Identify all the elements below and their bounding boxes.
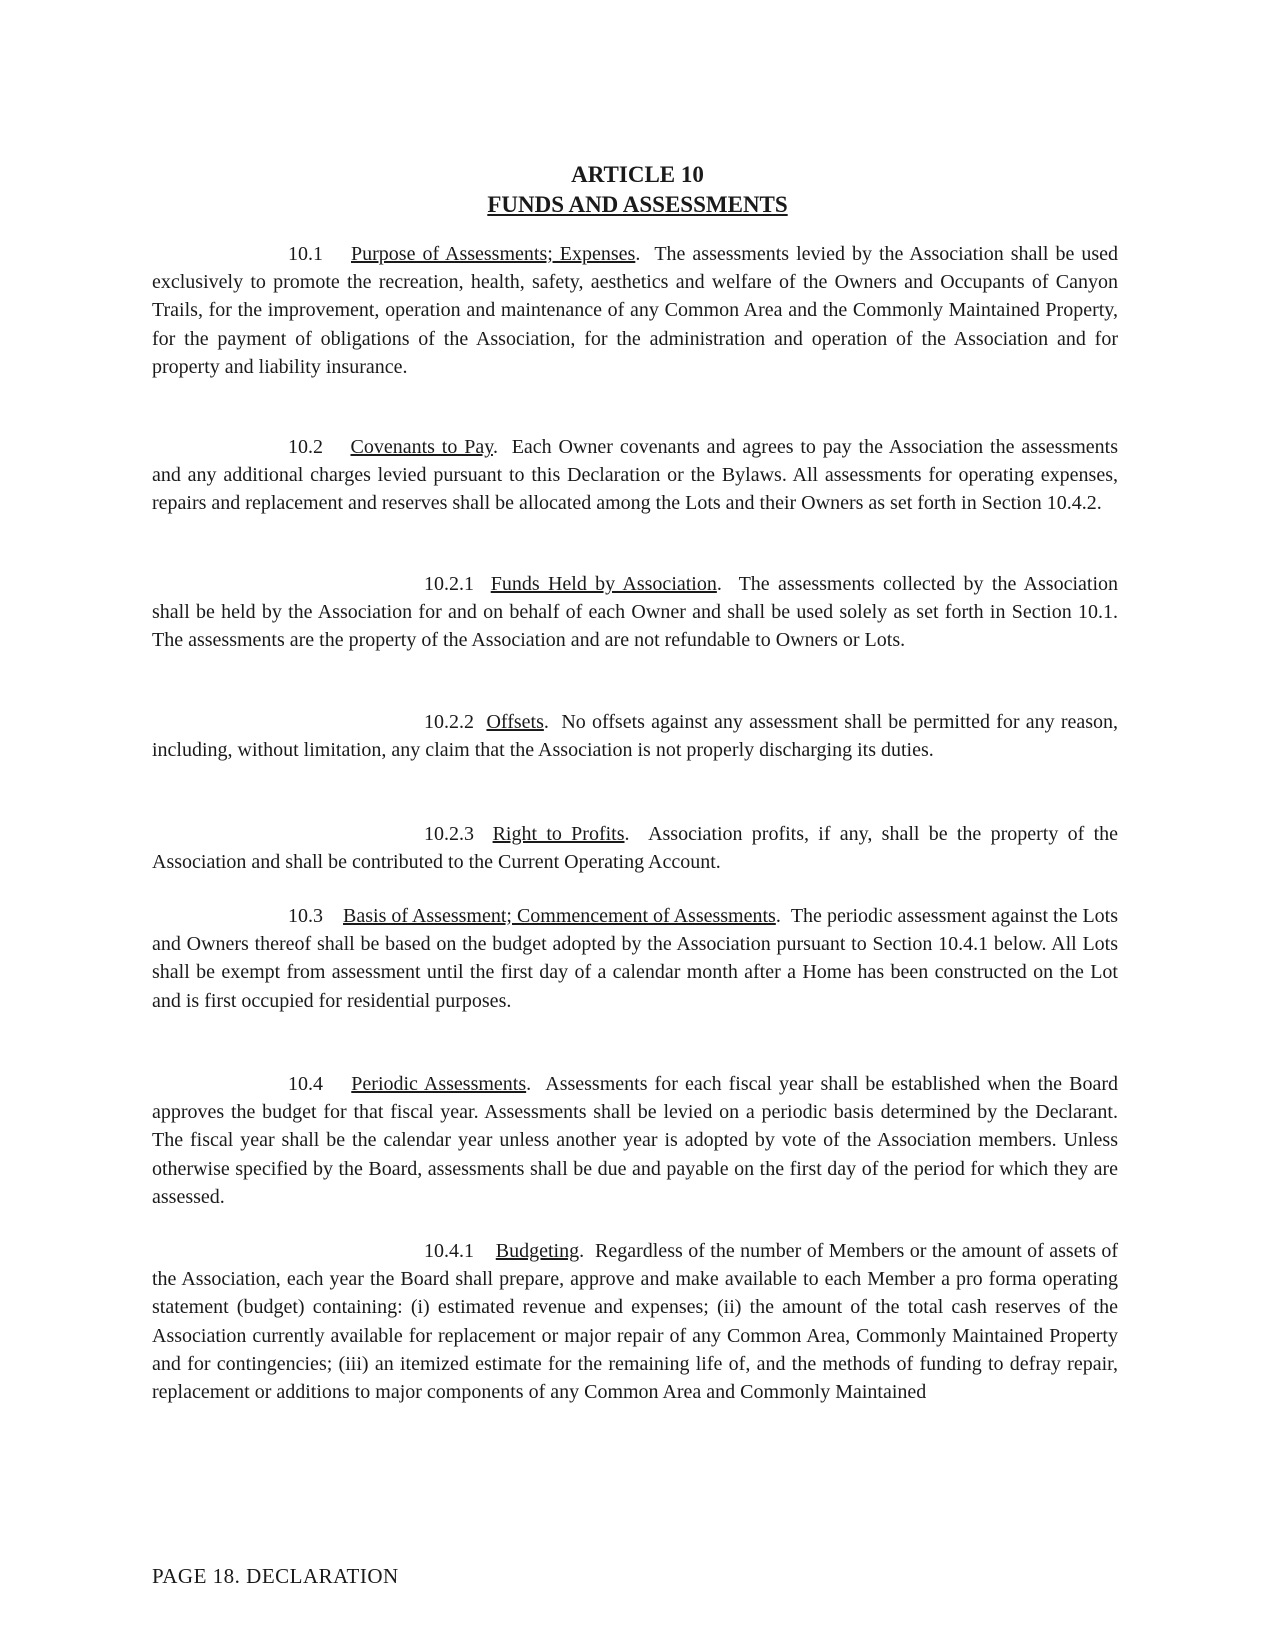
- section-title: Purpose of Assessments; Expenses: [351, 243, 636, 265]
- section-10-3: 10.3 Basis of Assessment; Commencement of Assessments. The periodic assessment against the Lots and Owners thereof shall be based on the budget adopted by the Association pursuant to Section 10.4.1 below. All Lots shall be exempt from assessment until the first day of a calendar month after a Home has been constructed on the Lot and is first occupied for residential purposes.: [152, 902, 1118, 1015]
- section-body: Each Owner covenants and agrees to pay the Association the assessments and any additional charges levied pursuant to this Declaration or the Bylaws. All assessments for operating expenses, repairs and replacement and reserves shall be allocated among the Lots and their Owners as set forth in Section 10.4.2.: [152, 436, 1119, 515]
- section-title: Budgeting: [495, 1240, 580, 1262]
- section-10-1: 10.1 Purpose of Assessments; Expenses. The assessments levied by the Association shall be used exclusively to promote the recreation, health, safety, aesthetics and welfare of the Owners and Occupants of Canyon Trails, for the improvement, operation and maintenance of any Common Area and the Commonly Maintained Property, for the payment of obligations of the Association, for the administration and operation of the Association and for property and liability insurance.: [152, 240, 1118, 381]
- section-number: 10.2.2: [424, 711, 474, 733]
- section-number: 10.2.1: [424, 573, 474, 595]
- section-number: 10.4.1: [424, 1240, 474, 1262]
- page-footer: PAGE 18. DECLARATION: [152, 1564, 399, 1588]
- section-body: Assessments for each fiscal year shall be established when the Board approves the budget for that fiscal year. Assessments shall be levied on a periodic basis determined by the Declarant. The fiscal year shall be the calendar year unless another year is adopted by vote of the Association members. Unless otherwise specified by the Board, assessments shall be due and payable on the first day of the period for which they are assessed.: [152, 1073, 1118, 1208]
- section-title: Periodic Assessments: [351, 1073, 527, 1095]
- section-10-2-3: 10.2.3 Right to Profits. Association profits, if any, shall be the property of the Association and shall be contributed to the Current Operating Account.: [152, 820, 1118, 876]
- section-body: Association profits, if any, shall be the property of the Association and shall be contributed to the Current Operating Account.: [152, 823, 1119, 874]
- section-number: 10.4: [288, 1073, 323, 1095]
- section-body: No offsets against any assessment shall be permitted for any reason, including, without limitation, any claim that the Association is not properly discharging its duties.: [152, 711, 1119, 762]
- section-title: Basis of Assessment; Commencement of Assessments: [343, 905, 776, 927]
- article-label: ARTICLE 10: [571, 162, 704, 187]
- section-title: Right to Profits: [492, 823, 625, 845]
- section-title: Offsets: [486, 711, 544, 733]
- section-body: The assessments levied by the Association shall be used exclusively to promote the recreation, health, safety, aesthetics and welfare of the Owners and Occupants of Canyon Trails, for the improvement, operation and maintenance of any Common Area and the Commonly Maintained Property, for the payment of obligations of the Association, for the administration and operation of the Association and for property and liability insurance.: [152, 243, 1119, 378]
- section-10-4-1: 10.4.1 Budgeting. Regardless of the number of Members or the amount of assets of the Association, each year the Board shall prepare, approve and make available to each Member a pro forma operating statement (budget) containing: (i) estimated revenue and expenses; (ii) the amount of the total cash reserves of the Association currently available for replacement or major repair of any Common Area, Commonly Maintained Property and for contingencies; (iii) an itemized estimate for the remaining life of, and the methods of funding to defray repair, replacement or additions to major components of any Common Area and Commonly Maintained: [152, 1237, 1118, 1406]
- section-number: 10.2.3: [424, 823, 474, 845]
- section-10-2-1: 10.2.1 Funds Held by Association. The assessments collected by the Association shall be held by the Association for and on behalf of each Owner and shall be used solely as set forth in Section 10.1. The assessments are the property of the Association and are not refundable to Owners or Lots.: [152, 570, 1118, 655]
- section-body: Regardless of the number of Members or the amount of assets of the Association, each year the Board shall prepare, approve and make available to each Member a pro forma operating statement (budget) containing: (i) estimated revenue and expenses; (ii) the amount of the total cash reserves of the Association currently available for replacement or major repair of any Common Area, Commonly Maintained Property and for contingencies; (iii) an itemized estimate for the remaining life of, and the methods of funding to defray repair, replacement or additions to major components of any Common Area and Commonly Maintained: [152, 1240, 1119, 1404]
- section-10-4: 10.4 Periodic Assessments. Assessments for each fiscal year shall be established when the Board approves the budget for that fiscal year. Assessments shall be levied on a periodic basis determined by the Declarant. The fiscal year shall be the calendar year unless another year is adopted by vote of the Association members. Unless otherwise specified by the Board, assessments shall be due and payable on the first day of the period for which they are assessed.: [152, 1070, 1118, 1211]
- section-10-2: 10.2 Covenants to Pay. Each Owner covenants and agrees to pay the Association the assessments and any additional charges levied pursuant to this Declaration or the Bylaws. All assessments for operating expenses, repairs and replacement and reserves shall be allocated among the Lots and their Owners as set forth in Section 10.4.2.: [152, 433, 1118, 518]
- section-number: 10.3: [288, 905, 323, 927]
- article-title: FUNDS AND ASSESSMENTS: [487, 192, 788, 217]
- section-title: Covenants to Pay: [350, 436, 493, 458]
- section-title: Funds Held by Association: [490, 573, 717, 595]
- section-number: 10.2: [288, 436, 323, 458]
- section-body: The assessments collected by the Association shall be held by the Association for and on behalf of each Owner and shall be used solely as set forth in Section 10.1. The assessments are the property of the Association and are not refundable to Owners or Lots.: [152, 573, 1118, 652]
- section-10-2-2: 10.2.2 Offsets. No offsets against any assessment shall be permitted for any reason, including, without limitation, any claim that the Association is not properly discharging its duties.: [152, 708, 1118, 764]
- section-number: 10.1: [288, 243, 323, 265]
- section-body: The periodic assessment against the Lots and Owners thereof shall be based on the budget adopted by the Association pursuant to Section 10.4.1 below. All Lots shall be exempt from assessment until the first day of a calendar month after a Home has been constructed on the Lot and is first occupied for residential purposes.: [152, 905, 1119, 1012]
